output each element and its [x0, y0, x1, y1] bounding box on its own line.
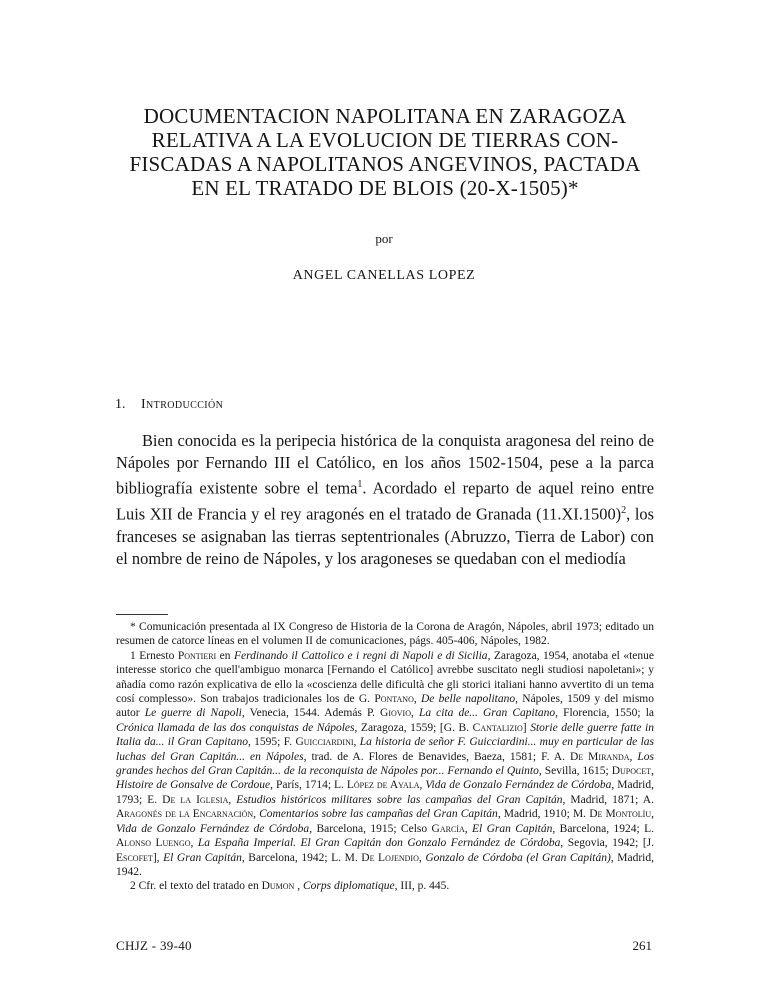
article-title	[120, 104, 650, 200]
title-line: RELATIVA A LA EVOLUCION DE TIERRAS CON-	[151, 128, 619, 152]
page-number: 261	[632, 938, 652, 953]
section-number: 1.	[115, 397, 126, 412]
by-line: por	[375, 231, 393, 246]
section-heading	[115, 397, 223, 413]
footnote-ref: 2	[621, 505, 627, 517]
footnote-ref: 1	[357, 479, 363, 491]
footnote-1: 1 Ernesto Pontieri en Ferdinando il Cattolico e i regni di Napoli e di Sicilia, Zaragoza, 1954, anotaba el «tenue interesse storico che quell'ambiguo monarca [Fernando el Católico] avrebbe suscitato negli studiosi napoletani»; y añadía como razón explicativa de ello la «coscienza delle dificultà che gli storici italiani hanno avvertito di un tema cosí complesso». Son trabajos tradicionales los de G. Pontano, De belle napolitano, Nápoles, 1509 y del mismo autor Le guerre di Napoli, Venecia, 1544. Además P. Giovio, La cita de... Gran Capitano, Florencia, 1550; la Crónica llamada de las dos conquistas de Nápoles, Zaragoza, 1559; [G. B. Cantalizio] Storie delle guerre fatte in Italia da... il Gran Capitano, 1595; F. Guicciardini, La historia de señor F. Guicciardini... muy en particular de las luchas del Gran Capitán... en Nápoles, trad. de A. Flores de Benavides, Baeza, 1581; F. A. De Miranda, Los grandes hechos del Gran Capitán... de la reconquista de Nápoles por... Fernando el Quinto, Sevilla, 1615; Dupocet, Histoire de Gonsalve de Cordoue, París, 1714; L. López de Ayala, Vida de Gonzalo Fernández de Córdoba, Madrid, 1793; E. De la Iglesia, Estudios históricos militares sobre las campañas del Gran Capitán, Madrid, 1871; A. Aragonés de la Encarnación, Comentarios sobre las campañas del Gran Capitán, Madrid, 1910; M. De Montolíu, Vida de Gonzalo Fernández de Córdoba, Barcelona, 1915; Celso García, El Gran Capitán, Barcelona, 1924; L. Alonso Luengo, La España Imperial. El Gran Capitán don Gonzalo Fernández de Córdoba, Segovia, 1942; [J. Escofet], El Gran Capitán, Barcelona, 1942; L. M. De Lojendio, Gonzalo de Córdoba (el Gran Capitán), Madrid, 1942.	[116, 649, 655, 878]
section-title: Introducción	[141, 397, 224, 412]
footnote-2: 2 Cfr. el texto del tratado en Dumon , Corps diplomatique, III, p. 445.	[130, 880, 450, 893]
journal-reference: CHJZ - 39-40	[116, 938, 192, 953]
author-name: ANGEL CANELLAS LOPEZ	[292, 268, 476, 283]
footnotes	[116, 620, 654, 894]
footnote-divider	[116, 614, 168, 615]
title-line: FISCADAS A NAPOLITANOS ANGEVINOS, PACTADA	[129, 152, 641, 176]
body-paragraph: Bien conocida es la peripecia histórica de la conquista aragonesa del reino de Nápoles por Fernando III el Católico, en los años 1502-1504, pese a la parca bibliografía existente sobre el tema$^1$. Acordado el reparto de aquel reino entre Luis XII de Francia y el rey aragonés en el tratado de Granada $(11.XI.1500)^2$, los franceses se asignaban las tierras septentrionales (Abruzzo, Tierra de Labor) con el nombre de reino de Nápoles, y los aragoneses se quedaban con el mediodía	[116, 431, 654, 568]
footnote-star: * Comunicación presentada al IX Congreso de Historia de la Corona de Aragón, Nápoles, abril 1973; editado un resumen de catorce líneas en el volumen II de comunicaciones, págs. 405-406, Nápoles, 1982.	[116, 621, 654, 648]
title-line: DOCUMENTACION NAPOLITANA EN ZARAGOZA	[143, 104, 627, 128]
title-line: EN EL TRATADO DE BLOIS (20-X-1505)*	[191, 176, 579, 200]
